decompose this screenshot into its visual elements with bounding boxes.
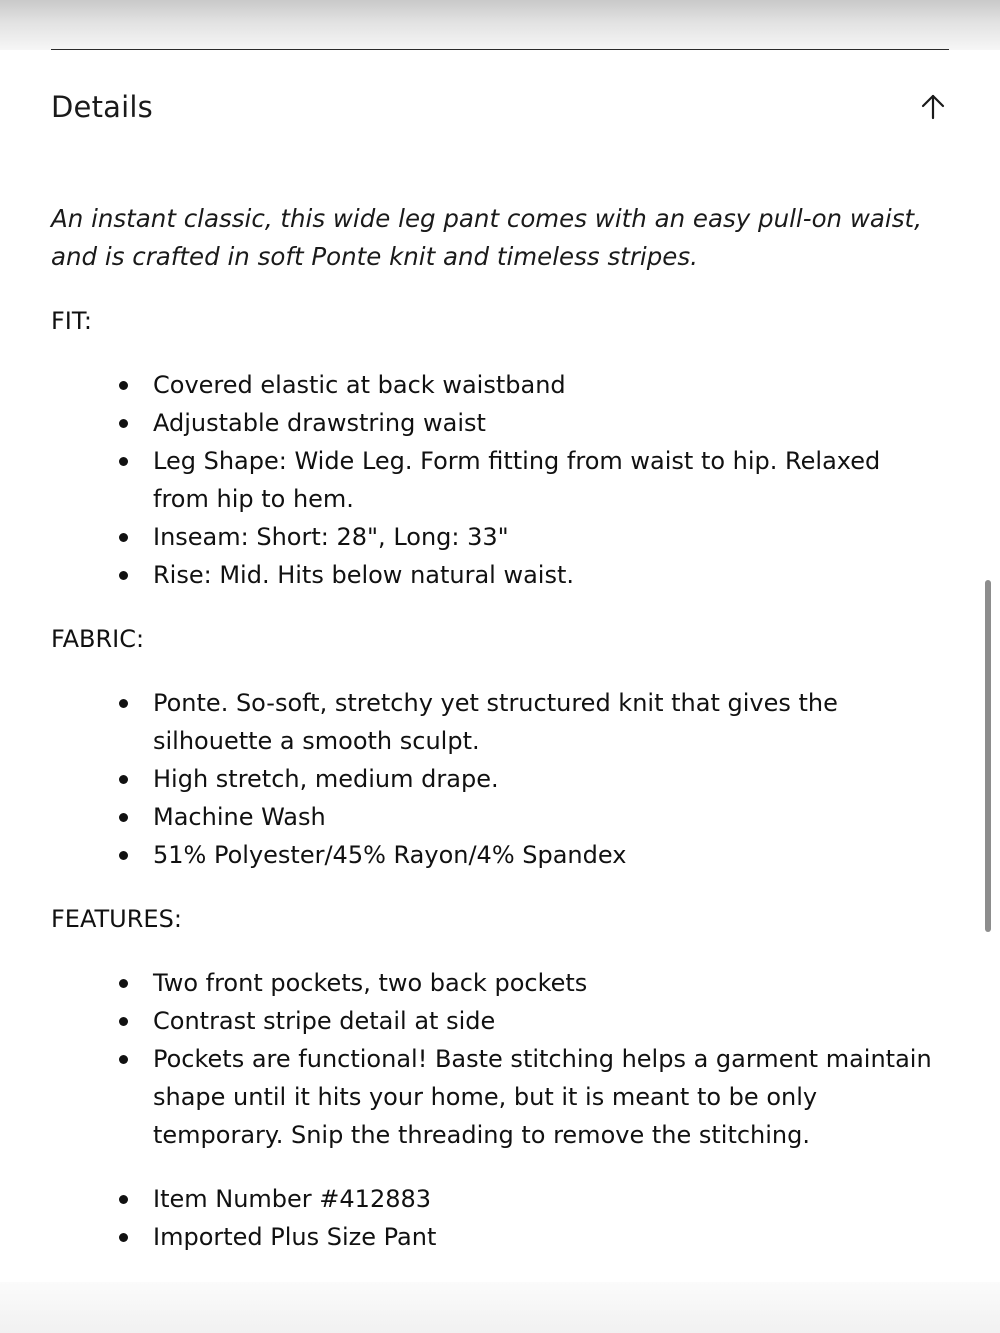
details-title: Details (51, 90, 153, 124)
list-item: Adjustable drawstring waist (153, 404, 951, 442)
item-number: Item Number #412883 (153, 1180, 951, 1218)
section-divider (51, 49, 949, 50)
features-label: FEATURES: (51, 905, 182, 933)
list-item: Ponte. So-soft, stretchy yet structured knit that gives the silhouette a smooth sculpt. (153, 684, 951, 760)
top-fade (0, 0, 1000, 50)
fit-list (51, 366, 951, 594)
details-content (51, 200, 951, 1256)
scrollbar-thumb[interactable] (985, 580, 991, 932)
list-item: Inseam: Short: 28", Long: 33" (153, 518, 951, 556)
list-item: Pockets are functional! Baste stitching helps a garment maintain shape until it hits your home, but it is meant to be only temporary. Snip the threading to remove the stitching. (153, 1040, 951, 1154)
list-item: Covered elastic at back waistband (153, 366, 951, 404)
list-item: 51% Polyester/45% Rayon/4% Spandex (153, 836, 951, 874)
fabric-label: FABRIC: (51, 625, 145, 653)
list-item: Rise: Mid. Hits below natural waist. (153, 556, 951, 594)
list-item: Leg Shape: Wide Leg. Form fitting from waist to hip. Relaxed from hip to hem. (153, 442, 951, 518)
list-item: Machine Wash (153, 798, 951, 836)
fabric-list (51, 684, 951, 874)
bottom-fade (0, 1282, 1000, 1333)
extra-list (51, 1180, 951, 1256)
details-accordion-header[interactable] (51, 80, 949, 134)
list-item: High stretch, medium drape. (153, 760, 951, 798)
product-description: An instant classic, this wide leg pant comes with an easy pull-on waist, and is crafted in soft Ponte knit and timeless stripes. (51, 204, 922, 271)
list-item: Two front pockets, two back pockets (153, 964, 951, 1002)
list-item: Contrast stripe detail at side (153, 1002, 951, 1040)
features-list (51, 964, 951, 1154)
fit-label: FIT: (51, 307, 92, 335)
list-item: Imported Plus Size Pant (153, 1218, 951, 1256)
arrow-up-icon[interactable] (918, 92, 948, 122)
